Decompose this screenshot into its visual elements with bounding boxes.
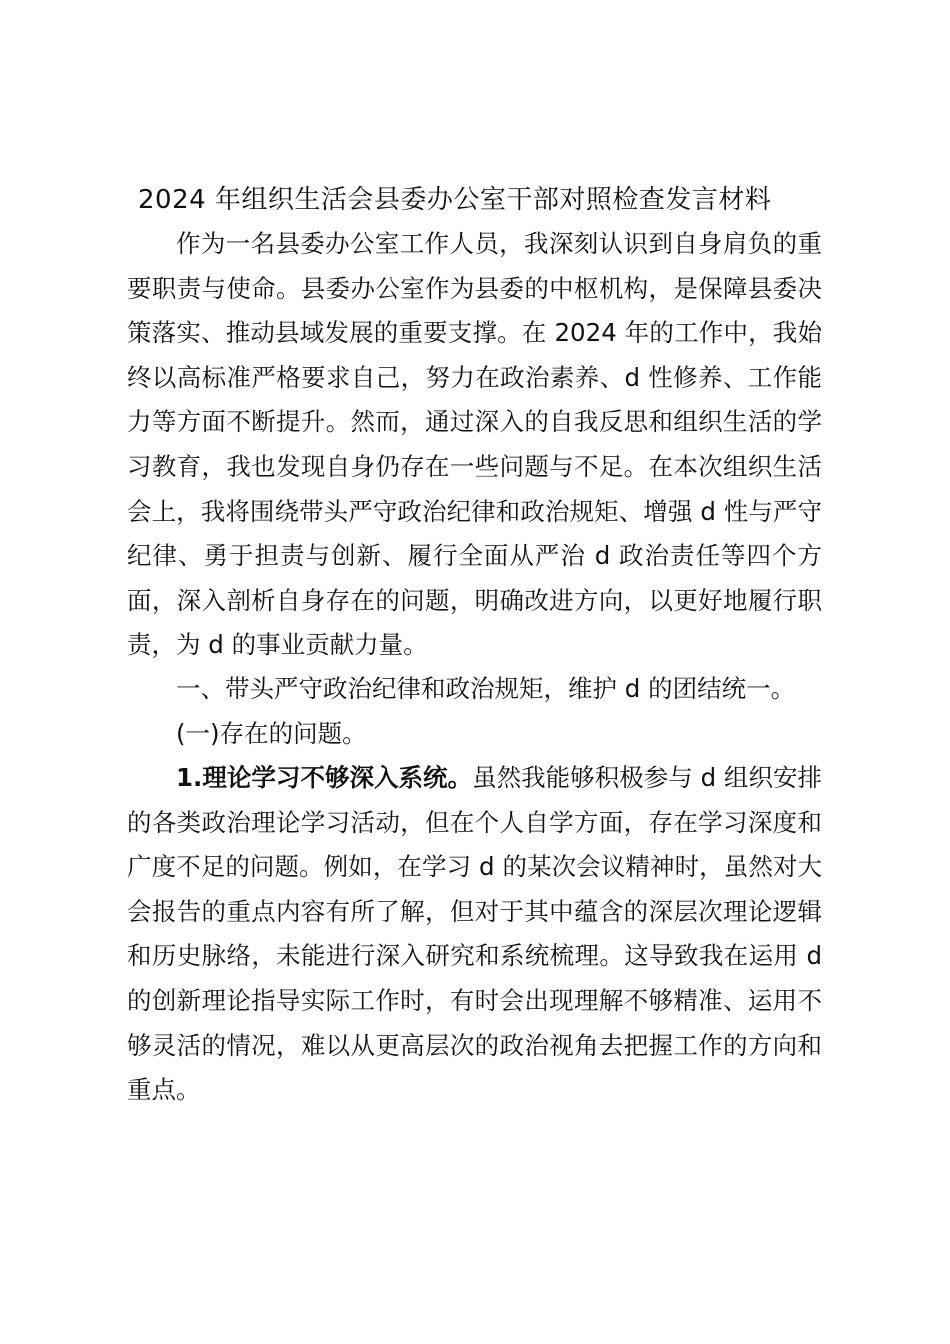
section-heading: 一、带头严守政治纪律和政治规矩，维护 d 的团结统一。 xyxy=(176,674,796,703)
point-lead: 1.理论学习不够深入系统。 xyxy=(176,763,473,792)
document-title: 2024 年组织生活会县委办公室干部对照检查发言材料 xyxy=(138,185,772,215)
point-text: 虽然我能够积极参与 d 组织安排的各类政治理论学习活动，但在个人自学方面，存在学习深度和广度不足的问题。例如，在学习 d 的某次会议精神时，虽然对大会报告的重点内容有所了解，但对于其中蕴含的深层次理论逻辑和历史脉络，未能进行深入研究和系统梳理。这导致我在运用 d 的创新理论指导实际工作时，有时会出现理解不够精准、运用不够灵活的情况，难以从更高层次的政治视角去把握工作的方向和重点。 xyxy=(127,763,822,1105)
intro-paragraph: 作为一名县委办公室工作人员，我深刻认识到自身肩负的重要职责与使命。县委办公室作为县委的中枢机构，是保障县委决策落实、推动县域发展的重要支撑。在 2024 年的工作中，我始终以高标准严格要求自己，努力在政治素养、d 性修养、工作能力等方面不断提升。然而，通过深入的自我反思和组织生活的学习教育，我也发现自身仍存在一些问题与不足。在本次组织生活会上，我将围绕带头严守政治纪律和政治规矩、增强 d 性与严守纪律、勇于担责与创新、履行全面从严治 d 政治责任等四个方面，深入剖析自身存在的问题，明确改进方向，以更好地履行职责，为 d 的事业贡献力量。 xyxy=(127,229,822,660)
subsection-heading: (一)存在的问题。 xyxy=(176,719,367,748)
point-paragraph xyxy=(127,756,822,1113)
